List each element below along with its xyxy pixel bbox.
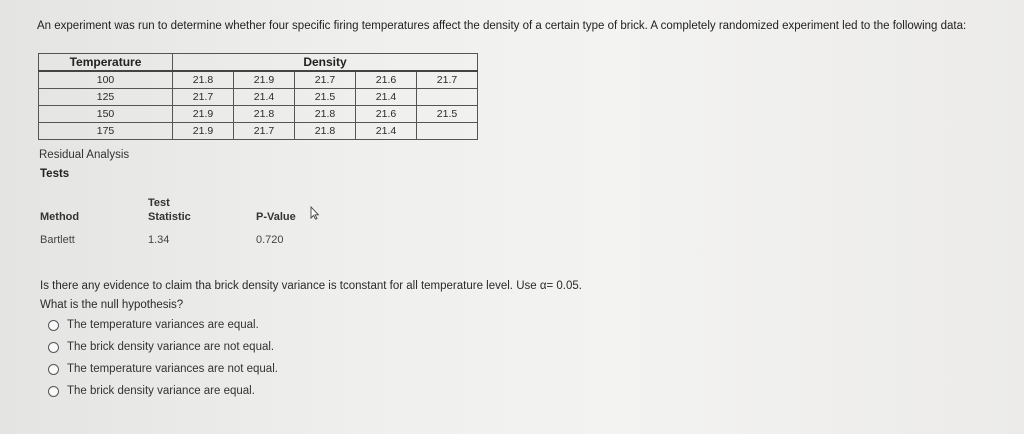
answer-option-3[interactable] <box>48 363 278 375</box>
question-line-2: What is the null hypothesis? <box>40 299 184 311</box>
p-value-column-header: P-Value <box>256 211 296 223</box>
radio-button[interactable] <box>48 386 59 397</box>
density-cell: 21.7 <box>295 71 356 89</box>
test-statistic-column-header <box>148 196 191 224</box>
p-value-value: 0.720 <box>256 234 284 246</box>
density-cell: 21.6 <box>356 106 417 123</box>
radio-button[interactable] <box>48 364 59 375</box>
answer-option-4[interactable] <box>48 385 255 397</box>
data-table <box>38 53 478 140</box>
density-cell: 21.4 <box>356 89 417 106</box>
density-cell: 21.5 <box>295 89 356 106</box>
answer-option-label: The brick density variance are not equal. <box>67 341 275 353</box>
question-line-1: Is there any evidence to claim tha brick density variance is tconstant for all temperature level. Use α= 0.05. <box>40 280 582 292</box>
temperature-cell: 150 <box>39 106 173 123</box>
residual-analysis-label: Residual Analysis <box>39 149 130 161</box>
density-cell: 21.5 <box>417 106 478 123</box>
method-column-header: Method <box>40 211 80 223</box>
table-row <box>39 123 478 140</box>
test-statistic-header-line2: Statistic <box>148 211 191 223</box>
intro-text: An experiment was run to determine whether four specific firing temperatures affect the density of a certain type of brick. A completely randomized experiment led to the following data: <box>37 20 967 32</box>
test-statistic-value: 1.34 <box>148 234 170 246</box>
answer-option-1[interactable] <box>48 319 259 331</box>
radio-button[interactable] <box>48 342 59 353</box>
density-cell: 21.8 <box>295 106 356 123</box>
density-header: Density <box>173 54 478 72</box>
table-row <box>39 71 478 89</box>
density-cell: 21.4 <box>234 89 295 106</box>
density-cell: 21.9 <box>173 106 234 123</box>
temperature-header: Temperature <box>39 54 173 72</box>
density-cell: 21.4 <box>356 123 417 140</box>
density-cell: 21.7 <box>417 71 478 89</box>
density-cell: 21.9 <box>173 123 234 140</box>
answer-option-label: The brick density variance are equal. <box>67 385 255 397</box>
tests-heading: Tests <box>40 168 70 180</box>
density-cell: 21.8 <box>295 123 356 140</box>
table-row <box>39 89 478 106</box>
density-cell: 21.9 <box>234 71 295 89</box>
temperature-cell: 175 <box>39 123 173 140</box>
answer-option-label: The temperature variances are equal. <box>67 319 259 331</box>
table-header-row <box>39 54 478 72</box>
answer-option-label: The temperature variances are not equal. <box>67 363 278 375</box>
temperature-cell: 100 <box>39 71 173 89</box>
method-value: Bartlett <box>40 234 75 246</box>
answer-option-2[interactable] <box>48 341 274 353</box>
temperature-cell: 125 <box>39 89 173 106</box>
mouse-pointer-icon <box>310 206 319 225</box>
density-cell <box>417 123 478 140</box>
density-cell: 21.7 <box>234 123 295 140</box>
density-cell: 21.7 <box>173 89 234 106</box>
density-cell: 21.6 <box>356 71 417 89</box>
question-text <box>40 277 582 315</box>
density-cell <box>417 89 478 106</box>
test-statistic-header-line1: Test <box>148 197 170 209</box>
radio-button[interactable] <box>48 320 59 331</box>
table-row <box>39 106 478 123</box>
density-cell: 21.8 <box>173 71 234 89</box>
density-cell: 21.8 <box>234 106 295 123</box>
